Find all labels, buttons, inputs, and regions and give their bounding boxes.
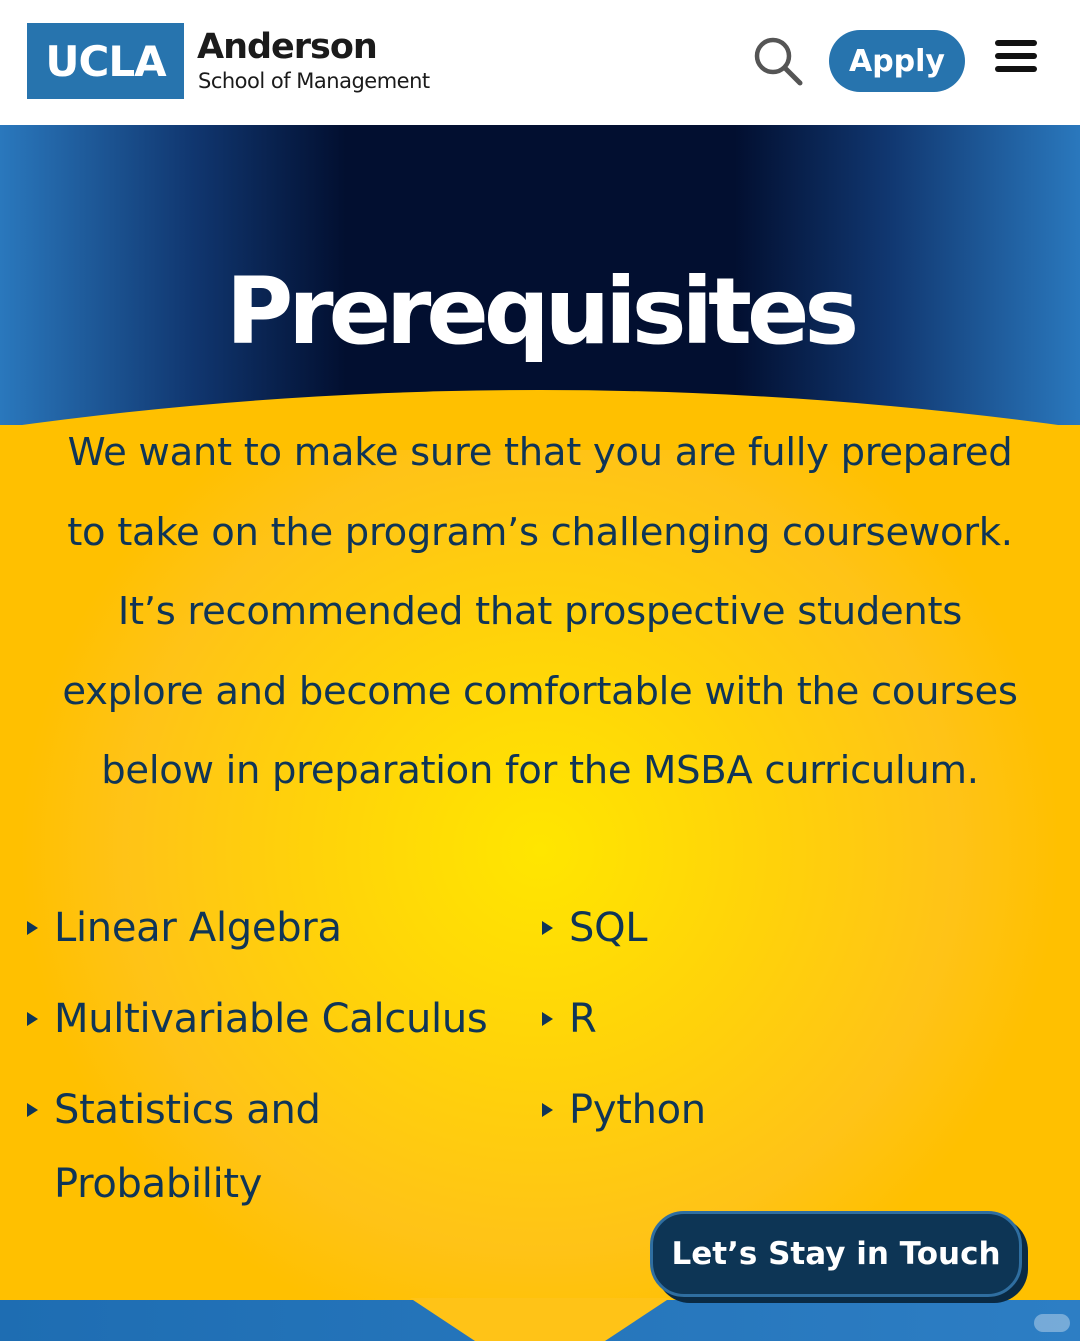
bullet-arrow-icon xyxy=(542,921,553,935)
course-item xyxy=(542,982,942,1056)
course-item xyxy=(27,891,497,965)
course-item xyxy=(542,891,942,965)
bullet-arrow-icon xyxy=(27,1103,38,1117)
course-name: R xyxy=(569,996,597,1042)
intro-line: explore and become comfortable with the courses xyxy=(62,668,1018,714)
bullet-arrow-icon xyxy=(27,921,38,935)
course-name: Multivariable Calculus xyxy=(54,996,488,1042)
brand-subtitle: School of Management xyxy=(198,69,430,93)
watermark xyxy=(1034,1314,1070,1332)
course-item xyxy=(542,1073,942,1147)
ucla-logo[interactable]: UCLA xyxy=(27,23,184,99)
intro-paragraph xyxy=(40,413,1040,811)
course-name: SQL xyxy=(569,905,648,951)
stay-in-touch-button[interactable]: Let’s Stay in Touch xyxy=(650,1211,1022,1297)
apply-button[interactable]: Apply xyxy=(829,30,965,92)
intro-line: to take on the program’s challenging coursework. xyxy=(67,509,1013,555)
hamburger-menu-icon[interactable] xyxy=(995,40,1037,74)
page-title: Prerequisites xyxy=(225,257,855,365)
intro-line: below in preparation for the MSBA curriculum. xyxy=(101,748,979,793)
bullet-arrow-icon xyxy=(542,1012,553,1026)
course-item xyxy=(27,1073,497,1221)
intro-line: It’s recommended that prospective students xyxy=(117,589,963,634)
course-name: Linear Algebra xyxy=(54,905,342,951)
brand-name[interactable]: Anderson xyxy=(197,27,377,67)
bullet-arrow-icon xyxy=(27,1012,38,1026)
bullet-arrow-icon xyxy=(542,1103,553,1117)
course-name: Statistics and Probability xyxy=(54,1087,321,1207)
course-list-left xyxy=(27,891,497,1238)
course-name: Python xyxy=(569,1087,706,1133)
search-icon[interactable] xyxy=(752,35,804,87)
course-list-right xyxy=(542,891,942,1164)
footer-notch xyxy=(410,1298,670,1341)
course-item xyxy=(27,982,497,1056)
intro-line: We want to make sure that you are fully prepared xyxy=(67,430,1013,475)
site-header xyxy=(0,0,1080,125)
